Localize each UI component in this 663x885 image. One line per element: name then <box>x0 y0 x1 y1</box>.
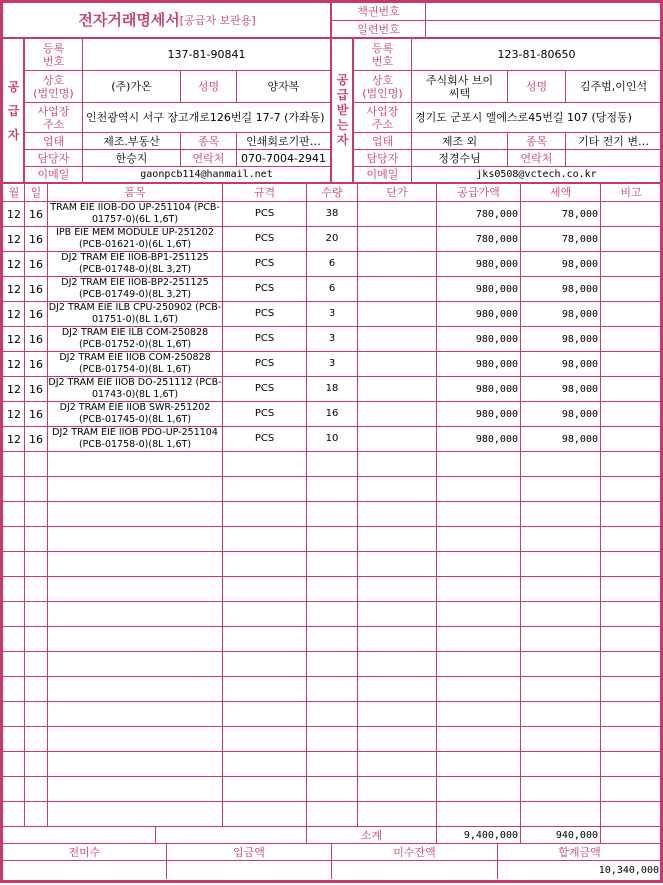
receiver-address: 경기도 군포시 엘에스로45번길 107 (당정동) <box>415 111 632 124</box>
cell-day: 16 <box>29 307 43 321</box>
cell-month: 12 <box>7 407 21 421</box>
receiver-biz-type-label: 업태 <box>371 134 394 148</box>
cell-spec: PCS <box>254 358 275 369</box>
column-header-item: 품목 <box>124 185 146 199</box>
receiver-phone <box>566 150 661 166</box>
cell-unit-price <box>358 202 436 226</box>
supplier-email-label: 이메일 <box>37 168 70 181</box>
side-char: 받 <box>336 103 349 117</box>
cell-note <box>601 327 661 351</box>
cell-month: 12 <box>7 332 21 346</box>
cell-note <box>601 252 661 276</box>
cell-unit-price <box>358 427 436 451</box>
supplier-company: (주)가온 <box>111 80 152 93</box>
cell-tax: 98,000 <box>561 408 598 420</box>
supplier-side-label <box>3 39 24 182</box>
receiver-name: 김주범,이인석 <box>579 80 648 93</box>
side-char: 는 <box>336 118 349 132</box>
serial-no-value <box>426 21 661 38</box>
supplier-name: 양자복 <box>267 80 300 93</box>
row-divider <box>3 601 661 602</box>
supplier-biz-type: 제조.부동산 <box>103 134 160 148</box>
column-header-spec: 규격 <box>253 185 276 199</box>
cell-tax: 98,000 <box>561 308 598 320</box>
cell-note <box>601 352 661 376</box>
book-no-value <box>426 3 661 20</box>
row-divider <box>3 651 661 652</box>
cell-tax: 98,000 <box>561 383 598 395</box>
cell-note <box>601 302 661 326</box>
cell-note <box>601 277 661 301</box>
cell-item: DJ2 TRAM EIE IIOB DO-251112 (PCB-01743-0)(8L 1,6T) <box>48 377 222 400</box>
cell-day: 16 <box>29 382 43 396</box>
receiver-contact: 정경수님 <box>438 151 481 165</box>
supplier-address: 인천광역시 서구 장고개로126번길 17-7 (가좌동) <box>86 111 325 124</box>
cell-qty: 3 <box>328 308 336 319</box>
cell-item: DJ2 TRAM EIE ILB CPU-250902 (PCB-01751-0)(8L 1,6T) <box>48 302 222 325</box>
cell-qty: 3 <box>328 358 336 369</box>
document-title <box>3 3 331 37</box>
cell-spec: PCS <box>254 383 275 394</box>
cell-supply-amount: 980,000 <box>475 308 518 320</box>
cell-note <box>601 427 661 451</box>
supplier-contact: 한승지 <box>115 151 148 165</box>
row-divider <box>3 801 661 802</box>
cell-unit-price <box>358 252 436 276</box>
book-no-label: 책권번호 <box>357 5 400 18</box>
receiver-email: jks0508@vctech.co.kr <box>476 169 597 180</box>
receiver-biz-type: 제조 외 <box>441 134 478 148</box>
cell-day: 16 <box>29 432 43 446</box>
supplier-phone: 070-7004-2941 <box>241 151 326 165</box>
cell-unit-price <box>358 402 436 426</box>
side-char: 공 <box>336 73 349 87</box>
row-divider <box>3 526 661 527</box>
cell-supply-amount: 780,000 <box>475 208 518 220</box>
column-header-qty: 수량 <box>321 185 343 199</box>
cell-qty: 16 <box>325 408 339 419</box>
cell-qty: 20 <box>325 233 339 244</box>
total-label: 합계금액 <box>558 845 601 859</box>
receiver-email-label: 이메일 <box>366 168 399 181</box>
receiver-phone-label: 연락처 <box>520 151 553 165</box>
cell-tax: 98,000 <box>561 333 598 345</box>
supplier-phone-label: 연락처 <box>192 151 225 165</box>
cell-tax: 98,000 <box>561 258 598 270</box>
cell-day: 16 <box>29 407 43 421</box>
cell-month: 12 <box>7 257 21 271</box>
cell-spec: PCS <box>254 233 275 244</box>
cell-spec: PCS <box>254 433 275 444</box>
title-subtitle: [공급자 보관용] <box>179 13 256 27</box>
cell-spec: PCS <box>254 308 275 319</box>
cell-spec: PCS <box>254 408 275 419</box>
cell-spec: PCS <box>254 333 275 344</box>
supplier-email: gaonpcb114@hanmail.net <box>140 169 273 180</box>
prev-balance-value <box>3 861 166 879</box>
cell-item: DJ2 TRAM EIE IIOB COM-250828 (PCB-01754-0)(8L 1,6T) <box>59 352 211 375</box>
cell-supply-amount: 780,000 <box>475 233 518 245</box>
deposit-value <box>167 861 331 879</box>
cell-supply-amount: 980,000 <box>475 433 518 445</box>
row-divider <box>3 501 661 502</box>
column-header-month: 월 <box>8 185 20 199</box>
cell-qty: 38 <box>325 208 339 219</box>
cell-tax: 78,000 <box>561 233 598 245</box>
cell-note <box>601 227 661 251</box>
cell-day: 16 <box>29 357 43 371</box>
supplier-contact-label: 담당자 <box>37 151 70 165</box>
cell-unit-price <box>358 227 436 251</box>
cell-qty: 10 <box>325 433 339 444</box>
cell-day: 16 <box>29 207 43 221</box>
receiver-biz-item-label: 종목 <box>525 134 548 148</box>
side-char: 급 <box>336 88 349 102</box>
supplier-address-label: 사업장 주소 <box>37 104 70 131</box>
supplier-reg-no: 137-81-90841 <box>167 48 246 61</box>
cell-supply-amount: 980,000 <box>475 258 518 270</box>
outstanding-label: 미수잔액 <box>393 845 436 859</box>
row-divider <box>3 626 661 627</box>
cell-supply-amount: 980,000 <box>475 333 518 345</box>
cell-item: DJ2 TRAM EIE IIOB-BP2-251125 (PCB-01749-0)(8L 3,2T) <box>61 277 209 300</box>
row-divider <box>3 701 661 702</box>
title-text: 전자거래명세서 <box>78 10 180 29</box>
cell-item: DJ2 TRAM EIE IIOB-BP1-251125 (PCB-01748-0)(8L 3,2T) <box>61 252 209 275</box>
column-header-supply-amount: 공급가액 <box>457 185 500 199</box>
receiver-contact-label: 담당자 <box>366 151 399 165</box>
cell-qty: 3 <box>328 333 336 344</box>
supplier-biz-item: 인쇄회로기판… <box>246 134 321 148</box>
cell-month: 12 <box>7 307 21 321</box>
cell-month: 12 <box>7 282 21 296</box>
cell-unit-price <box>358 277 436 301</box>
cell-item: TRAM EIE IIOB-DO UP-251104 (PCB-01757-0)(6L 1,6T) <box>50 202 220 225</box>
receiver-biz-item: 기타 전기 변… <box>577 134 650 148</box>
cell-day: 16 <box>29 257 43 271</box>
supplier-reg-no-label: 등록 번호 <box>42 41 65 68</box>
receiver-reg-no: 123-81-80650 <box>497 48 576 61</box>
receiver-side-label <box>333 39 352 182</box>
row-divider <box>3 551 661 552</box>
row-divider <box>3 476 661 477</box>
column-header-tax: 세액 <box>549 185 572 199</box>
receiver-company: 주식회사 브이 씨텍 <box>425 73 494 100</box>
column-header-day: 일 <box>30 185 42 199</box>
side-char: 공 <box>7 79 20 94</box>
cell-month: 12 <box>7 382 21 396</box>
cell-qty: 6 <box>328 258 336 269</box>
cell-supply-amount: 980,000 <box>475 383 518 395</box>
cell-supply-amount: 980,000 <box>475 408 518 420</box>
deposit-label: 입금액 <box>233 845 265 859</box>
side-char: 급 <box>7 103 20 118</box>
cell-unit-price <box>358 352 436 376</box>
cell-unit-price <box>358 377 436 401</box>
cell-unit-price <box>358 327 436 351</box>
cell-tax: 98,000 <box>561 433 598 445</box>
cell-item: DJ2 TRAM EIE IIOB SWR-251202 (PCB-01745-0)(8L 1,6T) <box>59 402 211 425</box>
cell-unit-price <box>358 302 436 326</box>
row-divider <box>3 751 661 752</box>
row-divider <box>3 451 661 452</box>
cell-qty: 6 <box>328 283 336 294</box>
column-header-note: 비고 <box>620 185 642 199</box>
cell-month: 12 <box>7 357 21 371</box>
subtotal-supply: 9,400,000 <box>463 829 518 841</box>
supplier-biz-type-label: 업태 <box>42 134 65 148</box>
row-divider <box>3 676 661 677</box>
cell-month: 12 <box>7 207 21 221</box>
cell-tax: 78,000 <box>561 208 598 220</box>
cell-item: DJ2 TRAM EIE IIOB PDO-UP-251104 (PCB-01758-0)(8L 1,6T) <box>52 427 218 450</box>
row-divider <box>3 576 661 577</box>
cell-month: 12 <box>7 432 21 446</box>
receiver-company-label: 상호 (법인명) <box>362 73 403 100</box>
supplier-biz-item-label: 종목 <box>197 134 220 148</box>
cell-item: IPB EIE MEM MODULE UP-251202 (PCB-01621-0)(6L 1,6T) <box>56 227 214 250</box>
row-divider <box>3 726 661 727</box>
prev-balance-label: 전미수 <box>68 845 101 859</box>
receiver-address-label: 사업장 주소 <box>366 104 399 131</box>
row-divider <box>3 776 661 777</box>
cell-supply-amount: 980,000 <box>475 283 518 295</box>
cell-note <box>601 402 661 426</box>
cell-spec: PCS <box>254 208 275 219</box>
receiver-name-label: 성명 <box>525 80 548 93</box>
receiver-reg-no-label: 등록 번호 <box>371 41 394 68</box>
side-char: 자 <box>336 133 349 147</box>
cell-day: 16 <box>29 232 43 246</box>
serial-no-label: 일련번호 <box>357 23 400 36</box>
cell-note <box>601 202 661 226</box>
outstanding-value <box>332 861 497 879</box>
supplier-name-label: 성명 <box>197 80 220 93</box>
cell-day: 16 <box>29 332 43 346</box>
cell-day: 16 <box>29 282 43 296</box>
cell-tax: 98,000 <box>561 283 598 295</box>
cell-spec: PCS <box>254 283 275 294</box>
total-value: 10,340,000 <box>598 864 659 876</box>
cell-qty: 18 <box>325 383 339 394</box>
cell-tax: 98,000 <box>561 358 598 370</box>
side-char: 자 <box>7 127 20 142</box>
cell-supply-amount: 980,000 <box>475 358 518 370</box>
subtotal-tax: 940,000 <box>555 829 598 841</box>
cell-month: 12 <box>7 232 21 246</box>
column-header-unit-price: 단가 <box>386 185 408 199</box>
cell-spec: PCS <box>254 258 275 269</box>
cell-note <box>601 377 661 401</box>
cell-item: DJ2 TRAM EIE ILB COM-250828 (PCB-01752-0)(8L 1,6T) <box>61 327 209 350</box>
subtotal-label: 소계 <box>360 828 383 842</box>
supplier-company-label: 상호 (법인명) <box>33 73 74 100</box>
